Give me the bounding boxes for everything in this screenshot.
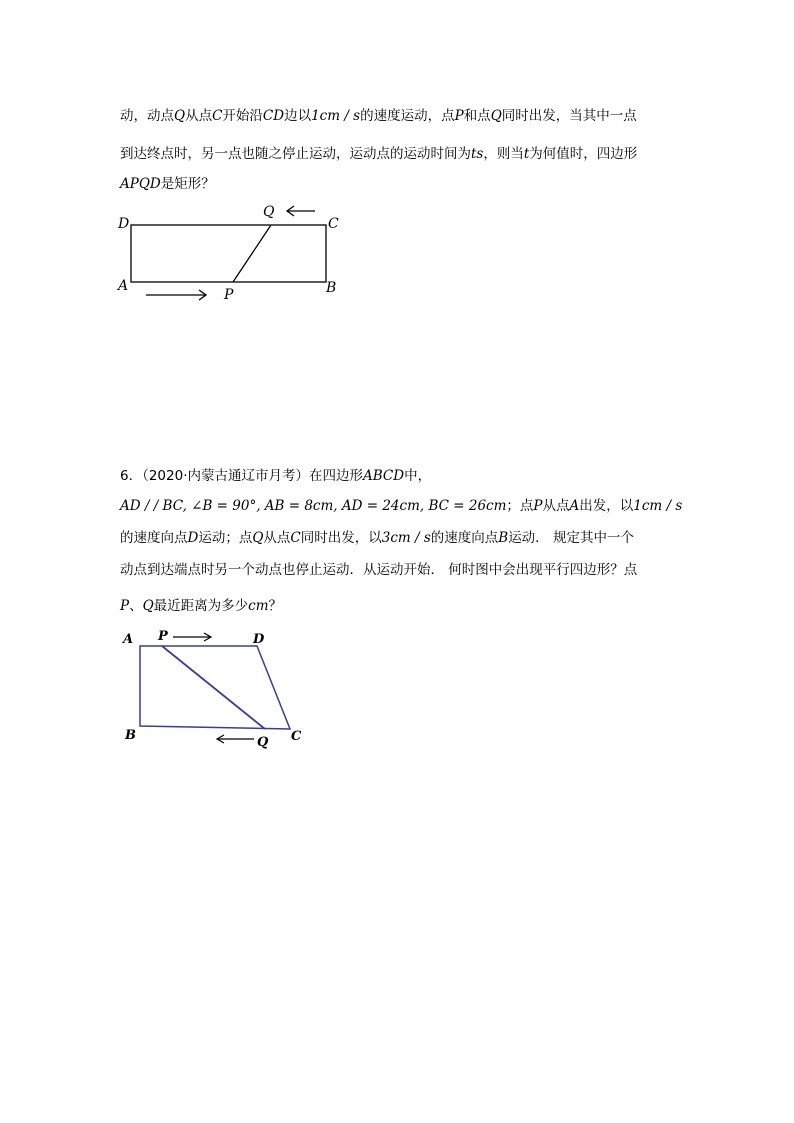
- text-segment: ；点: [506, 498, 534, 514]
- math-expression: Q: [490, 108, 502, 124]
- math-expression: cm: [248, 598, 269, 614]
- text-segment: 到达终点时，另一点也随之停止运动，运动点的运动时间为: [120, 146, 471, 162]
- text-segment: 从点: [185, 108, 213, 124]
- p6-label-d: D: [253, 632, 265, 647]
- p5-label-a: A: [118, 278, 129, 294]
- p6-label-p: P: [158, 629, 168, 644]
- math-expression: 1cm / s: [311, 108, 361, 124]
- p5-rectangle: [131, 225, 326, 282]
- text-segment: 运动． 规定其中一个: [508, 530, 634, 546]
- math-expression: ts: [471, 146, 484, 162]
- text-segment: 、: [129, 598, 143, 614]
- text-segment: ？: [268, 598, 283, 614]
- text-segment: ，则当: [483, 146, 524, 162]
- math-expression: Q: [142, 598, 154, 614]
- math-expression: P: [454, 108, 464, 124]
- text-segment: 为何值时，四边形: [529, 146, 638, 162]
- p5-label-c: C: [328, 216, 339, 232]
- text-segment: 的速度运动，点: [360, 108, 455, 124]
- text-segment: 同时出发，以: [300, 530, 382, 546]
- text-segment: 从点: [263, 530, 291, 546]
- p6-trapezoid: [140, 646, 290, 729]
- text-segment: 出发，以: [579, 498, 634, 514]
- math-expression: CD: [262, 108, 285, 124]
- text-segment: 开始沿: [222, 108, 263, 124]
- p6-segment-pq: [162, 646, 265, 729]
- text-segment: 边以: [284, 108, 312, 124]
- math-expression: C: [212, 108, 223, 124]
- p5-label-q: Q: [263, 204, 275, 220]
- text-segment: 是矩形？: [160, 176, 215, 192]
- p6-line-4: [120, 560, 637, 580]
- text-segment: 从点: [542, 498, 570, 514]
- math-expression: 1cm / s: [633, 498, 683, 514]
- math-expression: C: [290, 530, 301, 546]
- math-expression: AD / / BC, ∠B = 90°, AB = 8cm, AD = 24cm, BC = 26cm: [120, 498, 507, 514]
- p6-line-5: [120, 596, 282, 616]
- math-expression: Q: [174, 108, 186, 124]
- p6-label-b: B: [125, 728, 136, 743]
- p5-label-d: D: [118, 216, 130, 232]
- p6-line-3: [120, 528, 634, 548]
- p6-label-q: Q: [257, 735, 269, 750]
- text-segment: 的速度向点: [120, 530, 188, 546]
- p5-line-1: [120, 106, 637, 126]
- p6-line-1: [120, 466, 431, 486]
- text-segment: 中，: [404, 468, 432, 484]
- text-segment: 运动；点: [198, 530, 253, 546]
- math-expression: P: [120, 598, 130, 614]
- math-expression: 3cm / s: [381, 530, 431, 546]
- p5-segment-pq: [233, 225, 271, 282]
- math-expression: P: [533, 498, 543, 514]
- math-expression: APQD: [120, 176, 161, 192]
- p6-label-a: A: [123, 632, 134, 647]
- text-segment: 动点到达端点时另一个动点也停止运动．从运动开始． 何时图中会出现平行四边形？点: [120, 562, 638, 578]
- text-segment: 同时出发，当其中一点: [501, 108, 637, 124]
- text-segment: 和点: [463, 108, 491, 124]
- math-expression: ABCD: [363, 468, 405, 484]
- math-expression: B: [498, 530, 509, 546]
- p5-label-b: B: [326, 280, 337, 296]
- math-expression: t: [523, 146, 530, 162]
- math-expression: A: [569, 498, 580, 514]
- math-expression: D: [187, 530, 199, 546]
- p5-line-3: [120, 174, 215, 194]
- p5-rectangle-figure: [110, 198, 350, 308]
- math-expression: Q: [252, 530, 264, 546]
- p6-label-c: C: [291, 729, 302, 744]
- p5-label-p: P: [224, 287, 234, 303]
- text-segment: 动，动点: [120, 108, 174, 124]
- p6-trapezoid-figure: [115, 622, 315, 752]
- text-segment: 最近距离为多少: [153, 598, 249, 614]
- text-segment: 的速度向点: [430, 530, 499, 546]
- p5-line-2: [120, 144, 637, 164]
- text-segment: 6．（2020·内蒙古通辽市月考）在四边形: [120, 468, 363, 484]
- p6-line-2: [120, 496, 682, 516]
